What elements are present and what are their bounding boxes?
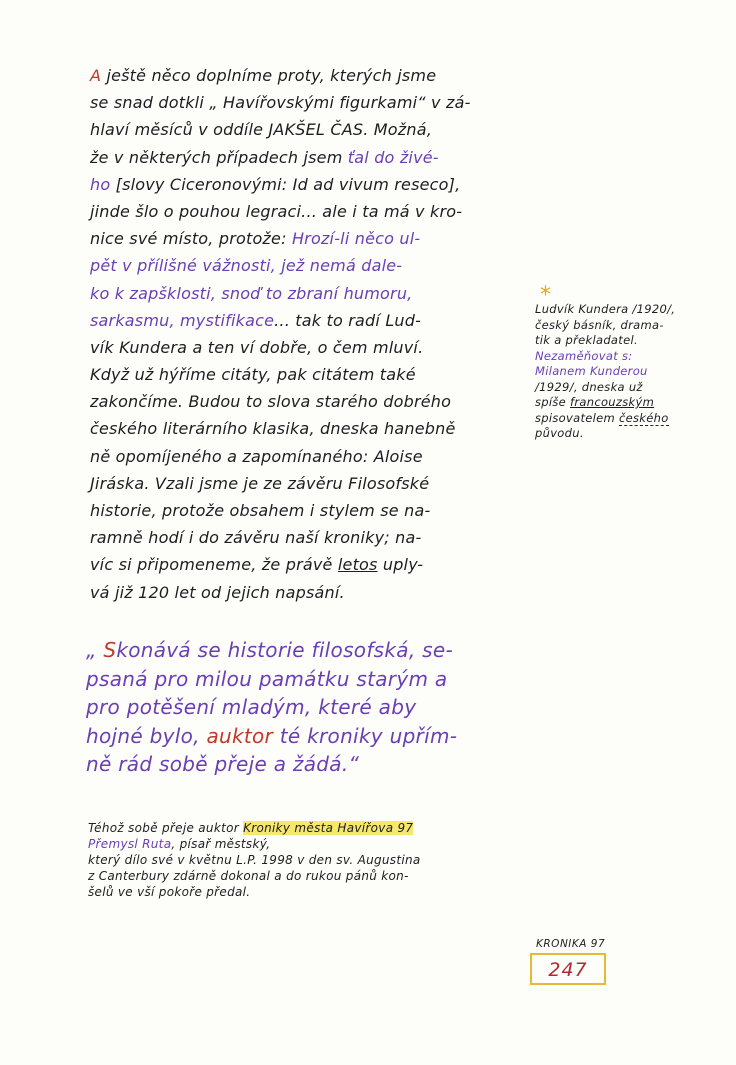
text-segment: konává se historie filosofská, se-	[116, 638, 453, 662]
signature-line	[88, 868, 528, 884]
signature-line	[88, 884, 528, 900]
text-line	[90, 252, 520, 279]
page-number: 247	[530, 953, 606, 985]
note-line	[535, 349, 715, 365]
text-segment: sarkasmu, mystifikace	[90, 310, 275, 330]
text-segment: zakončíme. Budou to slova starého dobrého	[90, 392, 452, 412]
text-segment: jinde šlo o pouhou legraci... ale i ta má v kro-	[90, 201, 463, 221]
text-line	[90, 497, 520, 524]
text-segment: ramně hodí i do závěru naší kroniky; na-	[90, 528, 422, 548]
text-segment: , písař městský,	[171, 837, 271, 851]
text-segment: letos	[337, 555, 378, 575]
text-segment: hlaví měsíců v oddíle JAKŠEL ČAS. Možná,	[90, 120, 432, 140]
text-segment: uply-	[377, 555, 424, 575]
text-segment: Ludvík Kundera /1920/,	[535, 302, 676, 316]
text-line	[90, 524, 520, 551]
note-line	[535, 364, 715, 380]
text-segment: hojné bylo,	[86, 723, 207, 748]
text-segment: že v některých případech jsem	[90, 147, 348, 167]
text-segment: nice své místo, protože:	[90, 229, 292, 249]
text-line	[90, 198, 520, 225]
quote-line	[86, 636, 526, 665]
text-segment: pro potěšení mladým, které aby	[86, 695, 417, 719]
text-line	[90, 89, 520, 116]
jirasek-quote	[86, 636, 526, 779]
quote-line	[86, 693, 526, 722]
text-segment: Nezaměňovat s:	[535, 348, 633, 363]
text-segment: ně opomíjeného a zapomínaného: Aloise	[90, 446, 423, 466]
text-line	[90, 144, 520, 171]
margin-note	[535, 302, 715, 442]
text-line	[90, 443, 520, 470]
text-line	[90, 579, 520, 606]
text-line	[90, 280, 520, 307]
quote-line	[86, 665, 526, 694]
quote-line	[86, 722, 526, 751]
signature-line	[88, 836, 528, 852]
text-segment: původu.	[535, 426, 584, 440]
text-line	[90, 171, 520, 198]
text-segment: ... tak to radí Lud-	[274, 310, 422, 330]
text-segment: který dílo své v květnu L.P. 1998 v den sv. Augustina	[88, 853, 421, 867]
signature-line	[88, 852, 528, 868]
text-line	[90, 551, 520, 578]
text-segment: A	[90, 66, 102, 85]
text-segment: se snad dotkli „ Havířovskými figurkami“ v zá-	[90, 93, 471, 113]
text-segment: Přemysl Ruta	[88, 837, 172, 851]
text-segment: Jiráska. Vzali jsme je ze závěru Filosofské	[90, 473, 430, 493]
text-segment: Když už hýříme citáty, pak citátem také	[90, 365, 416, 385]
text-line	[90, 361, 520, 388]
footer-label: KRONIKA 97	[536, 938, 606, 950]
text-line	[90, 470, 520, 497]
text-segment: ně rád sobě přeje a žádá.“	[86, 752, 360, 776]
quote-line	[86, 750, 526, 779]
text-line	[90, 62, 520, 89]
text-segment: té kroniky upřím-	[273, 723, 458, 748]
text-segment: Téhož sobě přeje auktor	[88, 821, 244, 835]
text-segment: S	[103, 638, 117, 662]
text-segment: pět v přílišné vážnosti, jež nemá dale-	[90, 256, 403, 276]
note-line	[535, 426, 715, 442]
text-segment: ho	[90, 174, 111, 194]
text-segment: auktor	[206, 723, 274, 748]
text-segment: [slovy Ciceronovými: Id ad vivum reseco],	[110, 174, 461, 194]
text-segment: Kroniky města Havířova 97	[243, 821, 414, 835]
text-segment: tik a překladatel.	[535, 333, 638, 347]
text-segment: šelů ve vší pokoře předal.	[88, 885, 251, 899]
signature-line	[88, 820, 528, 836]
text-segment: /1929/, dneska už	[535, 379, 643, 394]
text-segment: spíše	[535, 395, 571, 409]
text-line	[90, 225, 520, 252]
author-signature	[88, 820, 528, 900]
text-line	[90, 116, 520, 143]
note-line	[535, 395, 715, 411]
note-line	[535, 333, 715, 349]
text-line	[90, 415, 520, 442]
note-line	[535, 302, 715, 318]
text-segment: psaná pro milou památku starým a	[86, 666, 448, 691]
text-segment: z Canterbury zdárně dokonal a do rukou pánů kon-	[88, 869, 409, 883]
text-line	[90, 307, 520, 334]
text-segment: Hrozí-li něco ul-	[291, 229, 421, 249]
text-segment: českého	[618, 410, 669, 425]
text-segment: spisovatelem	[535, 410, 619, 425]
text-segment: ťal do živé-	[347, 147, 439, 167]
note-line	[535, 411, 715, 427]
note-line	[535, 318, 715, 334]
text-segment: víc si připomeneme, že právě	[90, 555, 338, 575]
text-segment: „	[86, 638, 104, 662]
text-segment: francouzským	[570, 395, 655, 409]
text-segment: český básník, drama-	[535, 317, 664, 332]
note-line	[535, 380, 715, 396]
main-text-block	[90, 62, 520, 606]
text-segment: vá již 120 let od jejich napsání.	[90, 582, 345, 602]
text-segment: vík Kundera a ten ví dobře, o čem mluví.	[90, 337, 424, 357]
text-segment: historie, protože obsahem i stylem se na-	[90, 501, 431, 520]
text-segment: ještě něco doplníme proty, kterých jsme	[101, 66, 437, 85]
asterisk-icon: *	[540, 283, 551, 308]
text-segment: ko k zapšklosti, snoď to zbraní humoru,	[90, 283, 413, 303]
text-line	[90, 388, 520, 415]
text-line	[90, 334, 520, 361]
text-segment: českého literárního klasika, dneska hanebně	[90, 419, 456, 439]
text-segment: Milanem Kunderou	[535, 364, 648, 378]
